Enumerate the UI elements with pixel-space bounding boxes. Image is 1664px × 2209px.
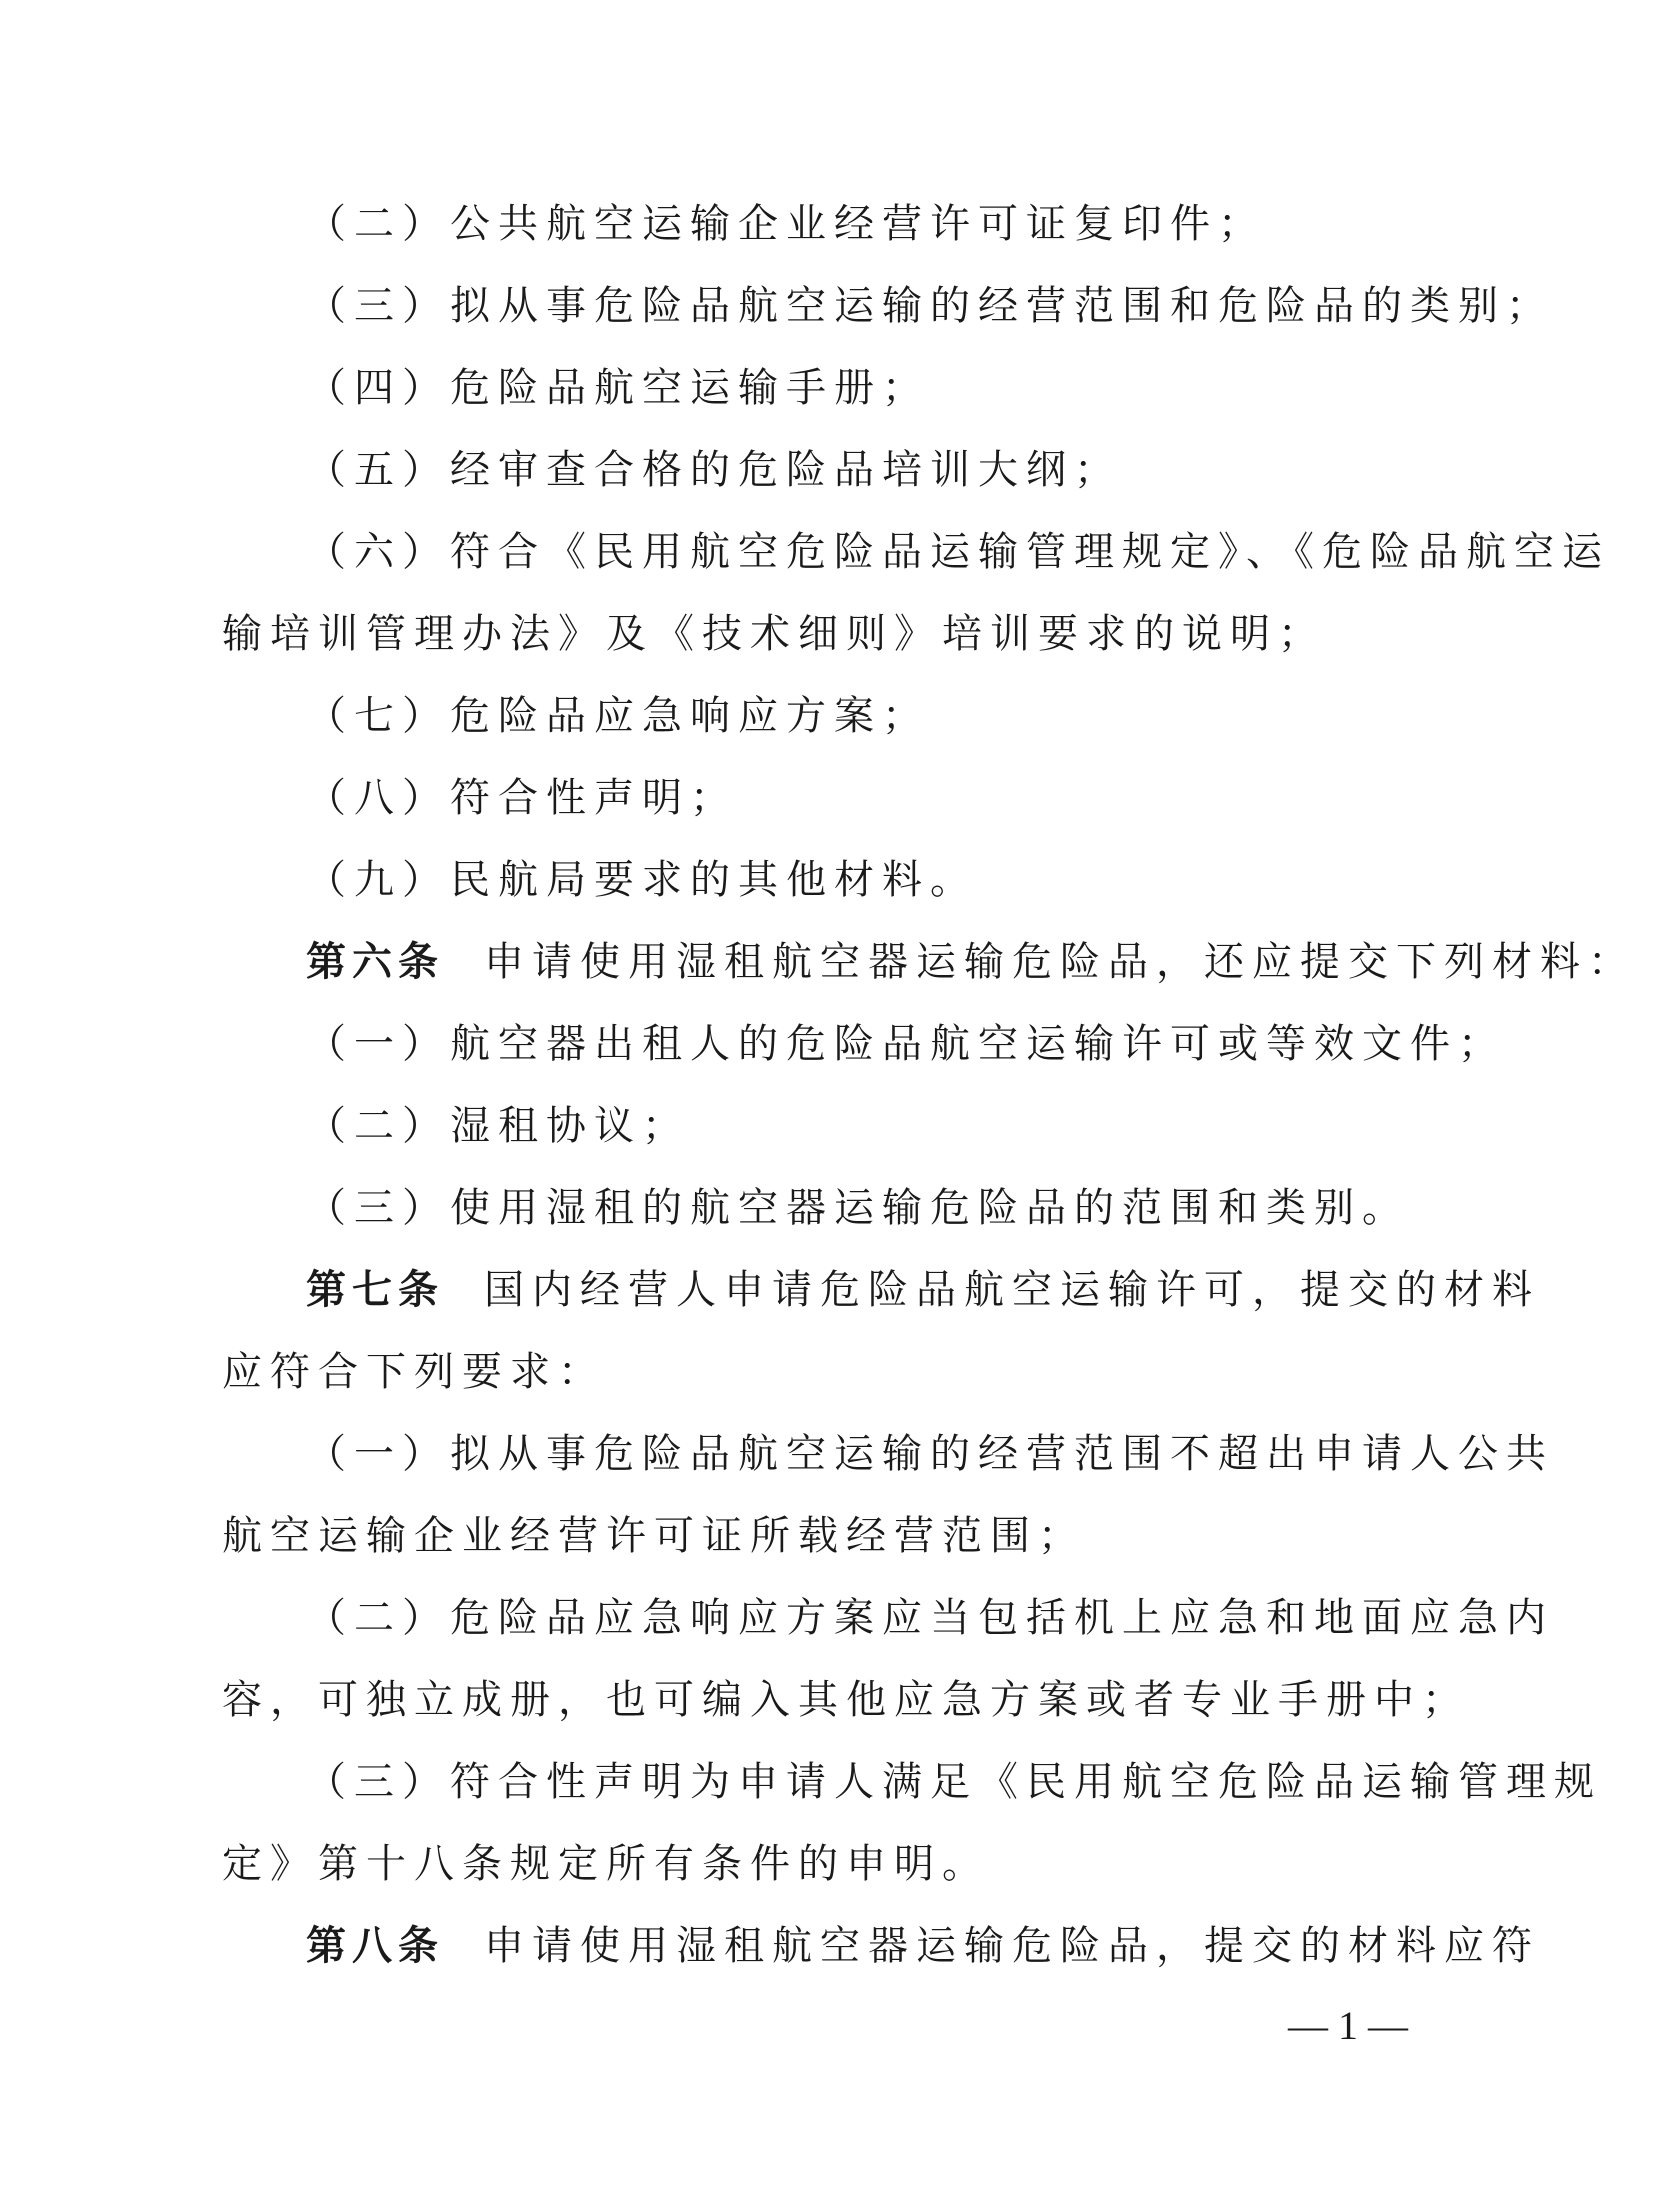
list-item: （九）民航局要求的其他材料。 <box>306 857 978 903</box>
article-heading: 第七条 国内经营人申请危险品航空运输许可，提交的材料 <box>306 1267 1540 1313</box>
paragraph-continued: 应符合下列要求： <box>222 1349 606 1395</box>
list-item: （五）经审查合格的危险品培训大纲； <box>306 447 1122 493</box>
article-label: 第八条 <box>306 1923 444 1969</box>
list-item: （六）符合《民用航空危险品运输管理规定》、《危险品航空运 <box>306 529 1610 575</box>
list-item: （三）拟从事危险品航空运输的经营范围和危险品的类别； <box>306 283 1554 329</box>
list-item: （三）符合性声明为申请人满足《民用航空危险品运输管理规 <box>306 1759 1602 1805</box>
article-heading: 第八条 申请使用湿租航空器运输危险品，提交的材料应符 <box>306 1923 1540 1969</box>
list-item: （二）湿租协议； <box>306 1103 690 1149</box>
list-item: （七）危险品应急响应方案； <box>306 693 930 739</box>
list-item: （二）公共航空运输企业经营许可证复印件； <box>306 201 1266 247</box>
list-item-continued: 输培训管理办法》及《技术细则》培训要求的说明； <box>222 611 1326 657</box>
list-item-continued: 定》第十八条规定所有条件的申明。 <box>222 1841 990 1887</box>
list-item: （四）危险品航空运输手册； <box>306 365 930 411</box>
list-item: （一）航空器出租人的危险品航空运输许可或等效文件； <box>306 1021 1506 1067</box>
list-item-continued: 容，可独立成册，也可编入其他应急方案或者专业手册中； <box>222 1677 1470 1723</box>
article-label: 第六条 <box>306 939 444 985</box>
list-item: （三）使用湿租的航空器运输危险品的范围和类别。 <box>306 1185 1410 1231</box>
article-heading: 第六条 申请使用湿租航空器运输危险品，还应提交下列材料： <box>306 939 1636 985</box>
list-item: （一）拟从事危险品航空运输的经营范围不超出申请人公共 <box>306 1431 1554 1477</box>
list-item-continued: 航空运输企业经营许可证所载经营范围； <box>222 1513 1086 1559</box>
page-number: — 1 — <box>1288 2003 1408 2048</box>
list-item: （八）符合性声明； <box>306 775 738 821</box>
list-item: （二）危险品应急响应方案应当包括机上应急和地面应急内 <box>306 1595 1554 1641</box>
article-label: 第七条 <box>306 1267 444 1313</box>
